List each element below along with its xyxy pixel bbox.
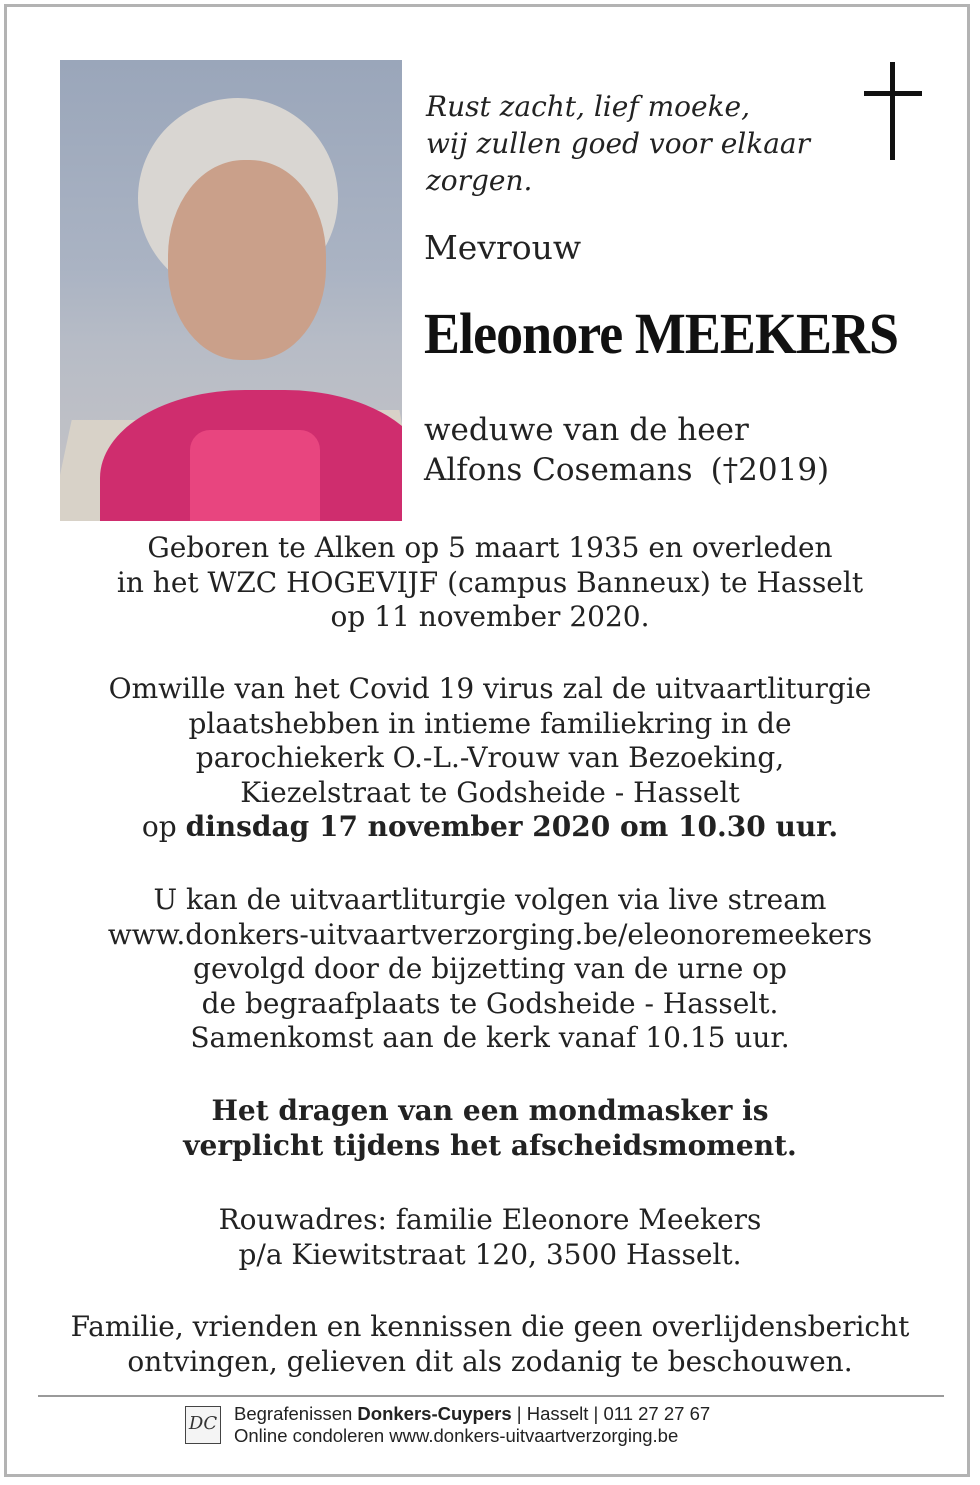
funeral-info [40, 672, 940, 845]
funeral-home-logo: DC [185, 1406, 221, 1444]
text-line: verplicht tijdens het afscheidsmoment. [183, 1128, 797, 1162]
text-line: plaatshebben in intieme familiekring in de [188, 706, 792, 740]
text-line: Rouwadres: familie Eleonore Meekers [218, 1203, 762, 1236]
text-line: Familie, vrienden en kennissen die geen overlijdensbericht [70, 1310, 910, 1343]
portrait-shirt [190, 430, 320, 521]
spouse-death-year: (†2019) [710, 452, 830, 488]
footer-prefix: Begrafenissen [234, 1403, 358, 1424]
text-line: Omwille van het Covid 19 virus zal de uitvaartliturgie [108, 672, 872, 705]
honorific: Mevrouw [424, 228, 582, 267]
quote-line: zorgen. [426, 164, 533, 197]
livestream-url: www.donkers-uitvaartverzorging.be/eleonoremeekers [107, 917, 873, 951]
date-prefix: op [141, 810, 186, 843]
funeral-date-line [40, 810, 940, 845]
spouse-line [424, 450, 829, 490]
closing-note [40, 1310, 940, 1379]
footer-text [234, 1403, 710, 1447]
text-line: Samenkomst aan de kerk vanaf 10.15 uur. [190, 1021, 790, 1054]
text-line: parochiekerk O.-L.-Vrouw van Bezoeking, [195, 741, 785, 774]
spouse-name: Alfons Cosemans [424, 452, 693, 488]
text-line: de begraafplaats te Godsheide - Hasselt. [201, 986, 779, 1020]
widow-line: weduwe van de heer [424, 412, 749, 448]
mourning-address [40, 1203, 940, 1272]
text-line: ontvingen, gelieven dit als zodanig te beschouwen. [127, 1344, 853, 1378]
memorial-quote [426, 88, 826, 199]
deceased-name: Eleonore MEEKERS [424, 301, 899, 366]
text-line: gevolgd door de bijzetting van de urne op [193, 952, 787, 985]
funeral-date: dinsdag 17 november 2020 om 10.30 uur. [185, 810, 839, 843]
widow-of [424, 410, 829, 490]
text-line: U kan de uitvaartliturgie volgen via live stream [153, 883, 827, 916]
quote-line: Rust zacht, lief moeke, [426, 90, 751, 123]
company-name: Donkers-Cuypers [357, 1403, 512, 1424]
text-line: op 11 november 2020. [330, 600, 650, 633]
text-line: Het dragen van een mondmasker is [211, 1094, 769, 1127]
portrait-photo [60, 60, 402, 521]
company-contact: | Hasselt | 011 27 27 67 [511, 1403, 711, 1424]
livestream-info [40, 883, 940, 1056]
text-line: p/a Kiewitstraat 120, 3500 Hasselt. [238, 1237, 742, 1271]
footer-line-2: Online condoleren www.donkers-uitvaartverzorging.be [234, 1425, 679, 1446]
birth-death-info [40, 531, 940, 635]
footer-line-1 [234, 1403, 710, 1425]
portrait-face [168, 160, 326, 360]
text-line: in het WZC HOGEVIJF (campus Banneux) te Hasselt [116, 565, 864, 599]
text-line: Kiezelstraat te Godsheide - Hasselt [240, 775, 740, 809]
footer-divider [38, 1395, 944, 1397]
mask-notice [40, 1094, 940, 1163]
cross-icon [864, 62, 922, 160]
text-line: Geboren te Alken op 5 maart 1935 en overleden [147, 531, 833, 564]
quote-line: wij zullen goed voor elkaar [426, 127, 810, 160]
